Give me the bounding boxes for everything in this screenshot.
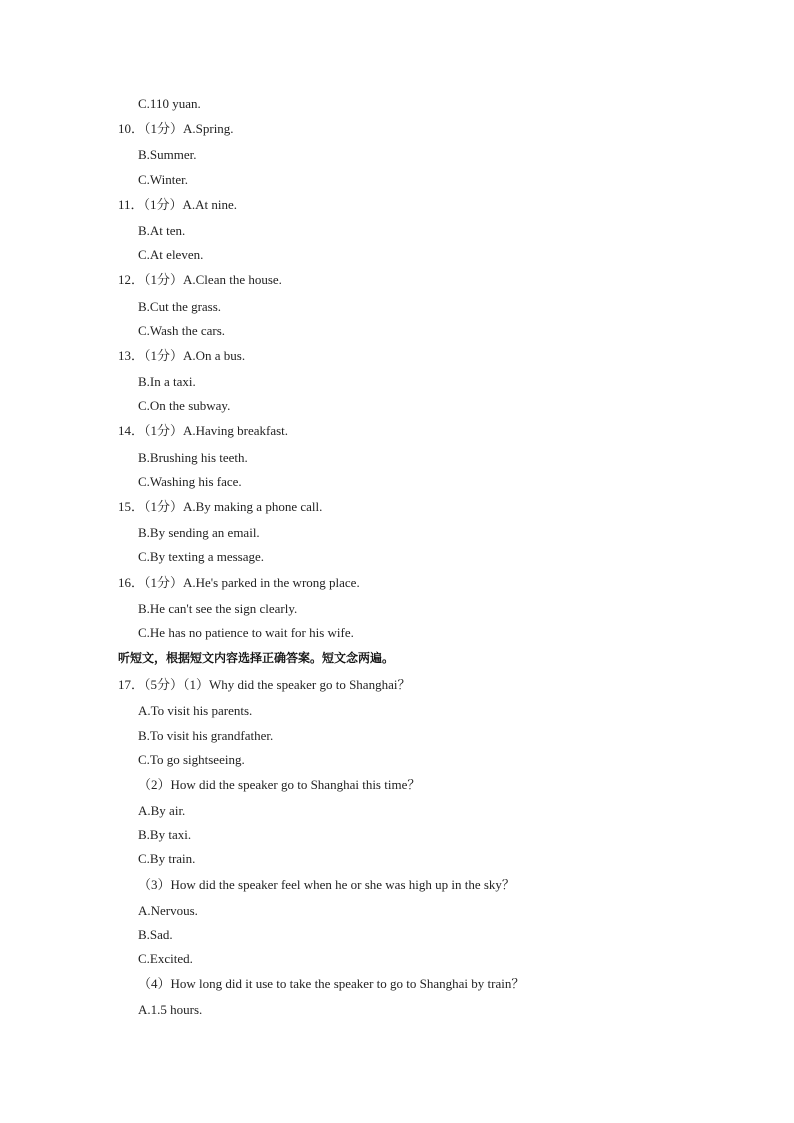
option-line: B.Summer. [138,147,197,162]
option-line: B.At ten. [138,223,186,238]
option-line: B.To visit his grandfather. [138,728,274,743]
question-14: 14．（1分）A.Having breakfast. [118,423,289,438]
option-line: C.To go sightseeing. [138,752,245,767]
option-line: B.Sad. [138,927,173,942]
question-12: 12．（1分）A.Clean the house. [118,272,282,287]
option-line: A.To visit his parents. [138,703,253,718]
option-line: B.By sending an email. [138,525,260,540]
option-line: C.Excited. [138,951,193,966]
question-11: 11．（1分）A.At nine. [118,197,238,212]
question-10: 10．（1分）A.Spring. [118,121,234,136]
question-15: 15．（1分）A.By making a phone call. [118,499,323,514]
option-line: A.By air. [138,803,186,818]
option-line: B.In a taxi. [138,374,196,389]
option-line: B.He can't see the sign clearly. [138,601,298,616]
sub-question-2: （2）How did the speaker go to Shanghai this time？ [138,777,421,792]
option-line: A.Nervous. [138,903,198,918]
option-line: B.By taxi. [138,827,192,842]
sub-question-4: （4）How long did it use to take the speaker to go to Shanghai by train？ [138,976,525,991]
option-line: C.By texting a message. [138,549,265,564]
section-instruction: 听短文，根据短文内容选择正确答案。短文念两遍。 [118,651,395,665]
option-line: A.1.5 hours. [138,1002,203,1017]
question-16: 16．（1分）A.He's parked in the wrong place. [118,575,360,590]
option-line: C.By train. [138,851,196,866]
option-line: C.Wash the cars. [138,323,226,338]
option-line: B.Brushing his teeth. [138,450,248,465]
option-line: B.Cut the grass. [138,299,222,314]
option-line: C.He has no patience to wait for his wife. [138,625,354,640]
option-line: C.Winter. [138,172,189,187]
option-line: C.On the subway. [138,398,231,413]
question-17: 17．（5分）（1）Why did the speaker go to Shanghai？ [118,677,411,692]
option-line: C.110 yuan. [138,96,201,111]
option-line: C.At eleven. [138,247,204,262]
question-13: 13．（1分）A.On a bus. [118,348,246,363]
option-line: C.Washing his face. [138,474,242,489]
sub-question-3: （3）How did the speaker feel when he or she was high up in the sky？ [138,877,515,892]
